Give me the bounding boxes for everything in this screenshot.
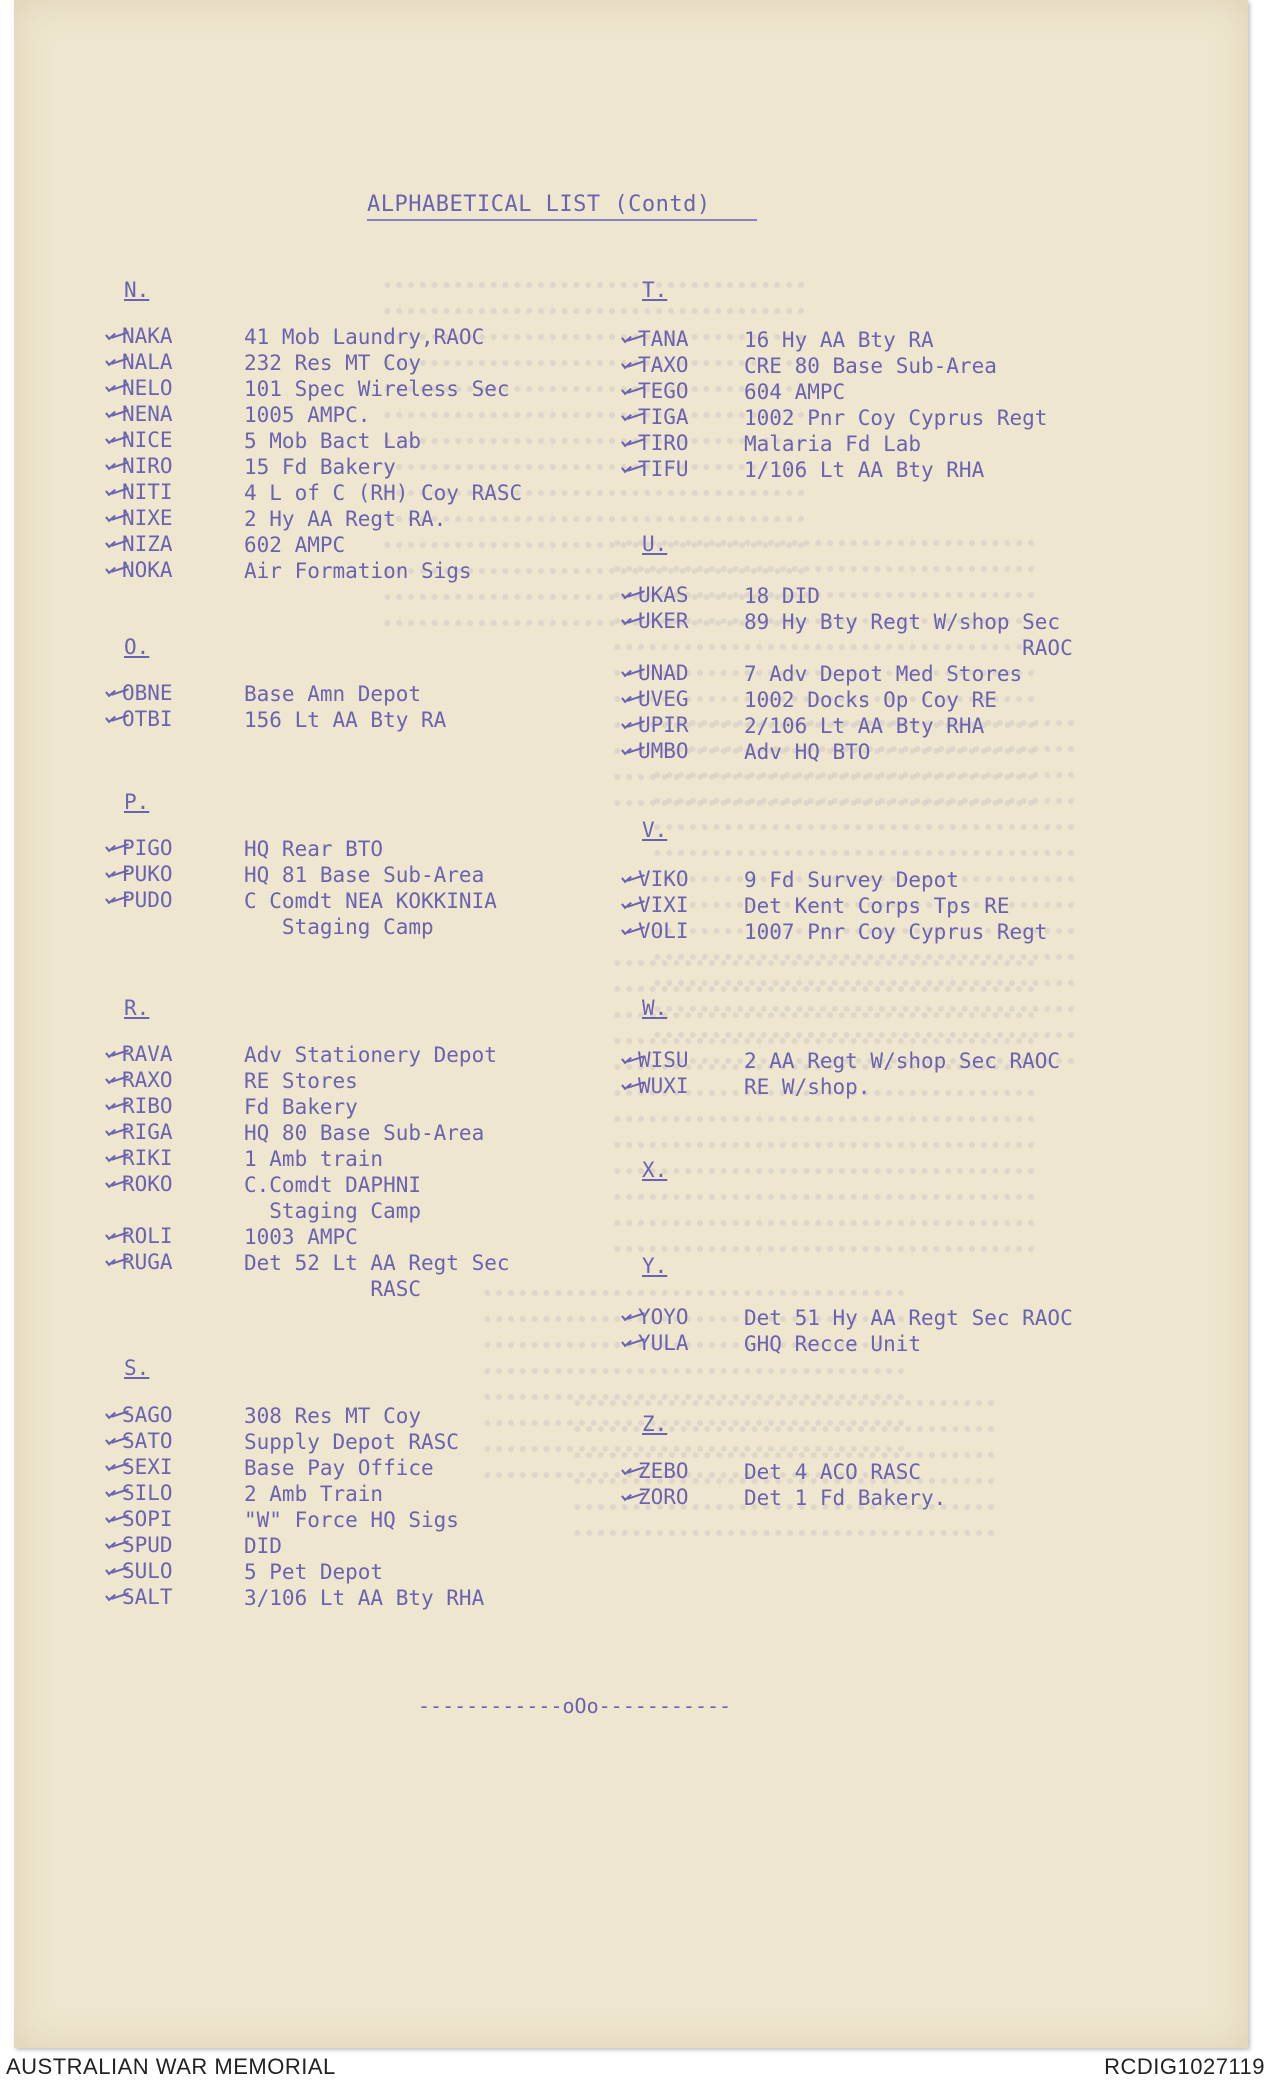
unit-name: GHQ Recce Unit <box>744 1332 922 1356</box>
code-word: RIGA <box>122 1120 173 1144</box>
left-section-letter: R. <box>124 996 150 1020</box>
title-underline <box>367 219 757 221</box>
code-word: ROKO <box>122 1172 173 1196</box>
show-through-line <box>654 772 1074 790</box>
unit-name: Det Kent Corps Tps RE <box>744 894 1010 918</box>
document-page <box>14 0 1248 2048</box>
show-through-line <box>574 1530 994 1548</box>
unit-name: CRE 80 Base Sub-Area <box>744 354 997 378</box>
show-through-line <box>614 1116 1034 1134</box>
code-word: NENA <box>122 402 173 426</box>
right-section-letter: Y. <box>642 1254 668 1278</box>
show-through-line <box>384 282 804 300</box>
code-word: ZORO <box>638 1485 689 1509</box>
right-section-letter: X. <box>642 1158 668 1182</box>
show-through-line <box>384 516 804 534</box>
show-through-line <box>574 1400 994 1418</box>
unit-name: 9 Fd Survey Depot <box>744 868 959 892</box>
code-word: RAVA <box>122 1042 173 1066</box>
code-word: WUXI <box>638 1074 689 1098</box>
code-word: OBNE <box>122 681 173 705</box>
unit-name: C.Comdt DAPHNI Staging Camp <box>244 1173 422 1223</box>
show-through-line <box>614 566 1034 584</box>
show-through-line <box>384 438 804 456</box>
code-word: NELO <box>122 376 173 400</box>
right-section-letter: Z. <box>642 1412 668 1436</box>
end-rule: ------------oOo----------- <box>418 1694 732 1718</box>
unit-name: 1007 Pnr Coy Cyprus Regt <box>744 920 1048 944</box>
code-word: NOKA <box>122 558 173 582</box>
show-through-line <box>574 1426 994 1444</box>
code-word: SALT <box>122 1585 173 1609</box>
unit-name: 101 Spec Wireless Sec <box>244 377 510 401</box>
code-word: PUDO <box>122 888 173 912</box>
unit-name: 2/106 Lt AA Bty RHA <box>744 714 985 738</box>
left-section-letter: N. <box>124 278 150 302</box>
unit-name: 2 AA Regt W/shop Sec RAOC <box>744 1049 1061 1073</box>
show-through-line <box>614 960 1034 978</box>
unit-name: 1005 AMPC. <box>244 403 371 427</box>
unit-name: Supply Depot RASC <box>244 1430 459 1454</box>
unit-name: 1/106 Lt AA Bty RHA <box>744 458 985 482</box>
code-word: RAXO <box>122 1068 173 1092</box>
code-word: NIRO <box>122 454 173 478</box>
unit-name: 2 Amb Train <box>244 1482 384 1506</box>
show-through-line <box>384 412 804 430</box>
left-section-letter: P. <box>124 790 150 814</box>
unit-name: 3/106 Lt AA Bty RHA <box>244 1586 485 1610</box>
unit-name: HQ 81 Base Sub-Area <box>244 863 485 887</box>
unit-name: Malaria Fd Lab <box>744 432 922 456</box>
code-word: RIBO <box>122 1094 173 1118</box>
code-word: WISU <box>638 1048 689 1072</box>
unit-name: 4 L of C (RH) Coy RASC <box>244 481 523 505</box>
unit-name: Det 51 Hy AA Regt Sec RAOC <box>744 1306 1073 1330</box>
unit-name: Det 4 ACO RASC <box>744 1460 922 1484</box>
right-section-letter: V. <box>642 818 668 842</box>
right-section-letter: W. <box>642 996 668 1020</box>
show-through-line <box>614 986 1034 1004</box>
code-word: NIZA <box>122 532 173 556</box>
show-through-line <box>614 1168 1034 1186</box>
code-word: YOYO <box>638 1305 689 1329</box>
code-word: SULO <box>122 1559 173 1583</box>
show-through-line <box>614 540 1034 558</box>
code-word: NALA <box>122 350 173 374</box>
code-word: UNAD <box>638 661 689 685</box>
unit-name: 1002 Docks Op Coy RE <box>744 688 997 712</box>
code-word: SATO <box>122 1429 173 1453</box>
code-word: ROLI <box>122 1224 173 1248</box>
unit-name: 16 Hy AA Bty RA <box>744 328 934 352</box>
right-section-letter: T. <box>642 278 668 302</box>
code-word: SOPI <box>122 1507 173 1531</box>
code-word: VIKO <box>638 867 689 891</box>
code-word: YULA <box>638 1331 689 1355</box>
left-section-letter: S. <box>124 1356 150 1380</box>
unit-name: RE W/shop. <box>744 1075 871 1099</box>
code-word: RUGA <box>122 1250 173 1274</box>
show-through-line <box>614 1142 1034 1160</box>
code-word: TANA <box>638 327 689 351</box>
code-word: VIXI <box>638 893 689 917</box>
code-word: UKER <box>638 609 689 633</box>
code-word: SPUD <box>122 1533 173 1557</box>
code-word: TEGO <box>638 379 689 403</box>
code-word: NAKA <box>122 324 173 348</box>
unit-name: 1 Amb train <box>244 1147 384 1171</box>
show-through-line <box>614 1220 1034 1238</box>
unit-name: 2 Hy AA Regt RA. <box>244 507 447 531</box>
footer-reference-id: RCDIG1027119 <box>1104 2054 1265 2079</box>
code-word: UMBO <box>638 739 689 763</box>
code-word: UVEG <box>638 687 689 711</box>
unit-name: C Comdt NEA KOKKINIA Staging Camp <box>244 889 497 939</box>
show-through-line <box>654 824 1074 842</box>
unit-name: 602 AMPC <box>244 533 346 557</box>
code-word: SILO <box>122 1481 173 1505</box>
show-through-line <box>654 798 1074 816</box>
code-word: VOLI <box>638 919 689 943</box>
unit-name: 89 Hy Bty Regt W/shop Sec RAOC <box>744 610 1073 660</box>
page-title: ALPHABETICAL LIST (Contd) <box>367 192 711 217</box>
unit-name: Det 52 Lt AA Regt Sec RASC <box>244 1251 510 1301</box>
unit-name: 41 Mob Laundry,RAOC <box>244 325 485 349</box>
unit-name: 156 Lt AA Bty RA <box>244 708 447 732</box>
show-through-line <box>614 1012 1034 1030</box>
unit-name: Adv HQ BTO <box>744 740 871 764</box>
unit-name: RE Stores <box>244 1069 358 1093</box>
code-word: NITI <box>122 480 173 504</box>
unit-name: DID <box>244 1534 282 1558</box>
code-word: PUKO <box>122 862 173 886</box>
code-word: ZEBO <box>638 1459 689 1483</box>
unit-name: Fd Bakery <box>244 1095 358 1119</box>
unit-name: Det 1 Fd Bakery. <box>744 1486 947 1510</box>
unit-name: HQ 80 Base Sub-Area <box>244 1121 485 1145</box>
show-through-line <box>654 850 1074 868</box>
unit-name: 15 Fd Bakery <box>244 455 396 479</box>
unit-name: 232 Res MT Coy <box>244 351 422 375</box>
code-word: SEXI <box>122 1455 173 1479</box>
code-word: NIXE <box>122 506 173 530</box>
left-section-letter: O. <box>124 635 150 659</box>
code-word: NICE <box>122 428 173 452</box>
code-word: TAXO <box>638 353 689 377</box>
code-word: RIKI <box>122 1146 173 1170</box>
code-word: TIFU <box>638 457 689 481</box>
show-through-line <box>614 1194 1034 1212</box>
unit-name: 604 AMPC <box>744 380 846 404</box>
footer-archive-name: AUSTRALIAN WAR MEMORIAL <box>6 2054 336 2079</box>
code-word: UKAS <box>638 583 689 607</box>
code-word: TIRO <box>638 431 689 455</box>
unit-name: 1002 Pnr Coy Cyprus Regt <box>744 406 1048 430</box>
unit-name: HQ Rear BTO <box>244 837 384 861</box>
code-word: PIGO <box>122 836 173 860</box>
unit-name: Adv Stationery Depot <box>244 1043 497 1067</box>
unit-name: 18 DID <box>744 584 820 608</box>
show-through-line <box>614 1246 1034 1264</box>
unit-name: Air Formation Sigs <box>244 559 472 583</box>
unit-name: 308 Res MT Coy <box>244 1404 422 1428</box>
unit-name: 5 Pet Depot <box>244 1560 384 1584</box>
code-word: UPIR <box>638 713 689 737</box>
unit-name: Base Amn Depot <box>244 682 422 706</box>
unit-name: 5 Mob Bact Lab <box>244 429 422 453</box>
right-section-letter: U. <box>642 532 668 556</box>
code-word: TIGA <box>638 405 689 429</box>
unit-name: 7 Adv Depot Med Stores <box>744 662 1023 686</box>
unit-name: "W" Force HQ Sigs <box>244 1508 459 1532</box>
unit-name: Base Pay Office <box>244 1456 434 1480</box>
code-word: SAGO <box>122 1403 173 1427</box>
unit-name: 1003 AMPC <box>244 1225 358 1249</box>
code-word: OTBI <box>122 707 173 731</box>
show-through-line <box>484 1368 904 1386</box>
